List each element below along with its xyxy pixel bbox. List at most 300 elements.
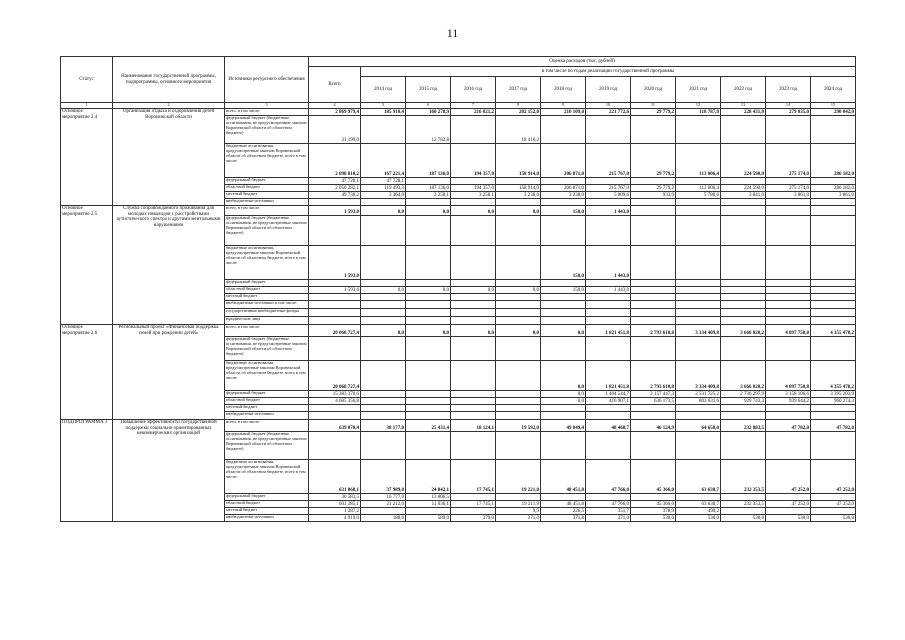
column-number: 8 [496, 103, 541, 109]
amount-cell [541, 216, 586, 246]
amount-cell [541, 317, 586, 325]
amount-cell: 2 793 610,8 [631, 325, 676, 337]
amount-cell [406, 405, 451, 412]
amount-cell [496, 405, 541, 412]
amount-cell [361, 405, 406, 412]
amount-cell [451, 309, 496, 317]
amount-cell: 119 493,3 [361, 185, 406, 192]
amount-cell [406, 337, 451, 361]
amount-cell [586, 412, 631, 420]
amount-cell [766, 337, 811, 361]
column-number: 6 [406, 103, 451, 109]
section-status: Основное мероприятие 2.6 [61, 325, 113, 420]
amount-cell [811, 178, 856, 185]
header-estimate: Оценка расходов (тыс. рублей) [309, 57, 856, 67]
column-number: 2 [113, 103, 225, 109]
amount-cell: 416 907,1 [586, 398, 631, 405]
amount-cell: 0,0 [451, 287, 496, 294]
amount-cell: 25 431,4 [406, 420, 451, 432]
amount-cell: 2 869 979,4 [309, 109, 361, 116]
amount-cell: 47 728,1 [309, 178, 361, 185]
amount-cell [309, 301, 361, 309]
amount-cell [541, 301, 586, 309]
amount-cell [811, 432, 856, 460]
amount-cell: 158 914,0 [496, 144, 541, 178]
funding-source: всего, в том числе: [225, 325, 309, 337]
funding-source: всего, в том числе: [225, 420, 309, 432]
amount-cell [721, 206, 766, 216]
amount-cell: 1 443,0 [586, 246, 631, 280]
amount-cell: 3 666 020,2 [721, 325, 766, 337]
amount-cell: 4 355 478,2 [811, 325, 856, 337]
amount-cell [451, 301, 496, 309]
amount-cell [766, 405, 811, 412]
amount-cell [721, 178, 766, 185]
amount-cell [541, 294, 586, 301]
amount-cell [541, 178, 586, 185]
amount-cell [451, 432, 496, 460]
column-number: 14 [766, 103, 811, 109]
amount-cell [586, 294, 631, 301]
funding-source: федеральный бюджет [225, 391, 309, 398]
column-number: 7 [451, 103, 496, 109]
amount-cell [811, 412, 856, 420]
funding-source: областной бюджет [225, 501, 309, 508]
amount-cell [361, 412, 406, 420]
amount-cell [631, 405, 676, 412]
amount-cell [406, 391, 451, 398]
amount-cell [496, 246, 541, 280]
amount-cell [451, 116, 496, 144]
amount-cell [631, 494, 676, 501]
amount-cell [361, 301, 406, 309]
amount-cell: 9,9 [496, 508, 541, 515]
amount-cell [811, 337, 856, 361]
funding-source: бюджетные ассигнования, предусмотренные законом Воронежской области об областном бюджете, всего в том числе: [225, 144, 309, 178]
funding-source: бюджетные ассигнования, предусмотренные законом Воронежской области об областном бюджете, всего в том числе: [225, 460, 309, 494]
amount-cell [631, 246, 676, 280]
amount-cell [451, 294, 496, 301]
amount-cell [721, 412, 766, 420]
amount-cell: 3 158 106,6 [766, 391, 811, 398]
amount-cell [676, 246, 721, 280]
amount-cell [721, 280, 766, 287]
amount-cell: 639 070,4 [309, 420, 361, 432]
amount-cell [406, 301, 451, 309]
amount-cell: 160 278,9 [406, 109, 451, 116]
amount-cell: 1 821 451,8 [586, 361, 631, 391]
amount-cell [309, 337, 361, 361]
header-year: 2014 год [361, 77, 406, 103]
section-name: Служба сопровождаемого проживания для молодых инвалидов с расстройствами аутистического спектра и другими ментальными нарушениями [113, 206, 225, 325]
amount-cell: 3 364,0 [361, 192, 406, 199]
amount-cell: 490,2 [676, 508, 721, 515]
amount-cell [676, 337, 721, 361]
amount-cell [631, 301, 676, 309]
amount-cell: 286 182,0 [811, 185, 856, 192]
table-row [61, 325, 856, 337]
page-number: 11 [446, 26, 459, 40]
amount-cell: 64 658,0 [676, 420, 721, 432]
amount-cell: 63 638,7 [676, 460, 721, 494]
amount-cell [676, 494, 721, 501]
amount-cell: 29 779,2 [631, 144, 676, 178]
amount-cell: 3 666 020,2 [721, 361, 766, 391]
amount-cell: 24 842,1 [406, 460, 451, 494]
header-year: 2017 год [496, 77, 541, 103]
amount-cell [811, 287, 856, 294]
amount-cell [451, 337, 496, 361]
amount-cell: 0,0 [496, 287, 541, 294]
amount-cell [811, 206, 856, 216]
amount-cell: 216 021,2 [451, 109, 496, 116]
amount-cell: 4 097 750,8 [766, 361, 811, 391]
amount-cell [586, 309, 631, 317]
amount-cell [631, 317, 676, 325]
amount-cell: 206 871,0 [541, 185, 586, 192]
amount-cell [586, 178, 631, 185]
amount-cell [676, 206, 721, 216]
amount-cell [541, 116, 586, 144]
amount-cell [586, 301, 631, 309]
funding-source: федеральный бюджет [225, 494, 309, 501]
funding-source: федеральный бюджет (бюджетные ассигнования, не предусмотренные законом Воронежской области об областном бюджете) [225, 432, 309, 460]
amount-cell [451, 391, 496, 398]
amount-cell [676, 216, 721, 246]
amount-cell: 187 136,0 [406, 185, 451, 192]
amount-cell [631, 199, 676, 206]
amount-cell [766, 178, 811, 185]
amount-cell [676, 309, 721, 317]
funding-source: государственные внебюджетные фонды [225, 309, 309, 317]
section-status: Основное мероприятие 2.5 [61, 206, 113, 325]
header-year: 2023 год [766, 77, 811, 103]
amount-cell: 3 861,0 [766, 192, 811, 199]
amount-cell [541, 199, 586, 206]
amount-cell [361, 391, 406, 398]
amount-cell: 48 460,7 [586, 420, 631, 432]
amount-cell: 5 780,6 [676, 192, 721, 199]
amount-cell [811, 280, 856, 287]
header-program: Наименование государственной программы, подпрограммы, основного мероприятия [113, 57, 225, 103]
amount-cell [406, 361, 451, 391]
amount-cell: 371,0 [586, 515, 631, 522]
amount-cell: 530,0 [676, 515, 721, 522]
amount-cell [631, 116, 676, 144]
amount-cell: 286 182,0 [811, 144, 856, 178]
header-total: Всего [309, 67, 361, 103]
amount-cell [496, 412, 541, 420]
amount-cell [676, 317, 721, 325]
amount-cell: 167 221,4 [361, 144, 406, 178]
amount-cell [451, 280, 496, 287]
header-year: 2019 год [586, 77, 631, 103]
amount-cell [766, 246, 811, 280]
amount-cell: 210 109,0 [541, 109, 586, 116]
amount-cell [309, 294, 361, 301]
amount-cell: 3 258,1 [451, 192, 496, 199]
amount-cell [541, 280, 586, 287]
amount-cell [721, 317, 766, 325]
amount-cell [496, 309, 541, 317]
amount-cell [361, 508, 406, 515]
amount-cell [496, 294, 541, 301]
amount-cell: 30 583,5 [309, 494, 361, 501]
amount-cell: 228 431,0 [721, 109, 766, 116]
amount-cell [496, 178, 541, 185]
amount-cell: 589,0 [406, 515, 451, 522]
amount-cell: 933,9 [631, 192, 676, 199]
amount-cell: 0,0 [406, 206, 451, 216]
amount-cell [451, 361, 496, 391]
amount-cell: 17 745,1 [451, 460, 496, 494]
amount-cell [496, 301, 541, 309]
funding-source: внебюджетные источники [225, 515, 309, 522]
amount-cell: 38 177,0 [361, 420, 406, 432]
amount-cell [721, 309, 766, 317]
amount-cell: 194 357,0 [451, 185, 496, 192]
amount-cell [309, 216, 361, 246]
amount-cell [811, 405, 856, 412]
amount-cell: 47 252,0 [766, 460, 811, 494]
amount-cell: 0,0 [406, 325, 451, 337]
amount-cell [811, 294, 856, 301]
section-name: Региональный проект «Финансовая поддержка семей при рождении детей» [113, 325, 225, 420]
amount-cell [811, 309, 856, 317]
amount-cell [586, 405, 631, 412]
amount-cell: 187 136,0 [406, 144, 451, 178]
amount-cell [541, 494, 586, 501]
amount-cell [541, 432, 586, 460]
amount-cell [676, 301, 721, 309]
table-row [61, 420, 856, 432]
amount-cell [361, 432, 406, 460]
amount-cell: 47 252,0 [766, 501, 811, 508]
funding-source: федеральный бюджет [225, 178, 309, 185]
amount-cell [541, 412, 586, 420]
amount-cell [766, 508, 811, 515]
amount-cell: 2 098 810,2 [309, 144, 361, 178]
amount-cell [766, 206, 811, 216]
header-source: Источники ресурсного обеспечения [225, 57, 309, 103]
funding-source: бюджетные ассигнования, предусмотренные законом Воронежской области об областном бюджете, всего в том числе: [225, 246, 309, 280]
amount-cell: 2 157 447,3 [631, 391, 676, 398]
amount-cell [631, 294, 676, 301]
amount-cell [496, 280, 541, 287]
amount-cell: 113 006,4 [676, 185, 721, 192]
amount-cell: 275 174,0 [766, 185, 811, 192]
header-year: 2016 год [451, 77, 496, 103]
amount-cell [451, 246, 496, 280]
amount-cell: 3 238,0 [541, 192, 586, 199]
column-number: 4 [309, 103, 361, 109]
amount-cell: 530,0 [631, 515, 676, 522]
amount-cell [766, 216, 811, 246]
amount-cell [676, 287, 721, 294]
amount-cell [361, 199, 406, 206]
table-row [61, 206, 856, 216]
amount-cell: 226,5 [541, 508, 586, 515]
amount-cell [586, 216, 631, 246]
amount-cell: 3 334 409,8 [676, 325, 721, 337]
amount-cell [721, 508, 766, 515]
amount-cell [361, 116, 406, 144]
amount-cell: 21 212,0 [361, 501, 406, 508]
funding-source: федеральный бюджет (бюджетные ассигнования, не предусмотренные законом Воронежской области об областном бюджете) [225, 337, 309, 361]
amount-cell [721, 199, 766, 206]
header-year: 2022 год [721, 77, 766, 103]
amount-cell: 188,0 [361, 515, 406, 522]
funding-source: всего, в том числе: [225, 206, 309, 216]
amount-cell: 636 173,5 [631, 398, 676, 405]
amount-cell [676, 294, 721, 301]
amount-cell: 275 174,0 [766, 144, 811, 178]
amount-cell [496, 337, 541, 361]
amount-cell: 2 531 725,2 [676, 391, 721, 398]
amount-cell: 0,0 [496, 325, 541, 337]
amount-cell [811, 216, 856, 246]
amount-cell: 1 287,2 [309, 508, 361, 515]
amount-cell [721, 116, 766, 144]
amount-cell [631, 309, 676, 317]
amount-cell [451, 199, 496, 206]
amount-cell: 1 593,0 [309, 287, 361, 294]
amount-cell [766, 294, 811, 301]
amount-cell: 631 868,1 [309, 460, 361, 494]
section-status: Основное мероприятие 2.4 [61, 109, 113, 206]
amount-cell: 929 743,3 [721, 398, 766, 405]
amount-cell: 232 353,5 [721, 501, 766, 508]
amount-cell: 1 443,0 [586, 206, 631, 216]
amount-cell [496, 216, 541, 246]
amount-cell [721, 301, 766, 309]
amount-cell [309, 309, 361, 317]
amount-cell: 48 451,8 [541, 460, 586, 494]
amount-cell: 5 009,6 [586, 192, 631, 199]
amount-cell: 803 631,6 [676, 398, 721, 405]
amount-cell: 3 238,0 [496, 192, 541, 199]
funding-source: федеральный бюджет (бюджетные ассигнования, не предусмотренные законом Воронежской области об областном бюджете) [225, 216, 309, 246]
amount-cell: 0,0 [541, 361, 586, 391]
amount-cell: 11 036,1 [406, 501, 451, 508]
amount-cell: 16 777,0 [361, 494, 406, 501]
amount-cell: 0,0 [541, 391, 586, 398]
funding-source: областной бюджет [225, 398, 309, 405]
amount-cell: 221 772,6 [586, 109, 631, 116]
amount-cell [496, 361, 541, 391]
amount-cell: 47 782,0 [766, 420, 811, 432]
column-number: 3 [225, 103, 309, 109]
amount-cell [406, 199, 451, 206]
amount-cell: 1 821 451,8 [586, 325, 631, 337]
amount-cell [361, 280, 406, 287]
amount-cell [721, 246, 766, 280]
amount-cell: 29 779,2 [631, 109, 676, 116]
amount-cell: 215 767,0 [586, 144, 631, 178]
amount-cell: 47 252,0 [811, 460, 856, 494]
header-year: 2024 год [811, 77, 856, 103]
amount-cell [496, 432, 541, 460]
amount-cell [309, 412, 361, 420]
amount-cell: 45 366,0 [631, 501, 676, 508]
amount-cell [721, 494, 766, 501]
amount-cell [406, 432, 451, 460]
amount-cell: 49 730,2 [309, 192, 361, 199]
column-number: 13 [721, 103, 766, 109]
amount-cell: 31 199,0 [309, 116, 361, 144]
amount-cell: 1 443,0 [586, 287, 631, 294]
header-by-years: в том числе по годам реализации государственной программы [361, 67, 856, 77]
amount-cell: 48 451,8 [541, 501, 586, 508]
amount-cell [451, 178, 496, 185]
amount-cell [631, 216, 676, 246]
amount-cell [361, 398, 406, 405]
amount-cell [361, 216, 406, 246]
amount-cell [541, 337, 586, 361]
funding-source: федеральный бюджет (бюджетные ассигнования, не предусмотренные законом Воронежской области об областном бюджете) [225, 116, 309, 144]
amount-cell [766, 280, 811, 287]
amount-cell [811, 494, 856, 501]
amount-cell [631, 412, 676, 420]
column-number: 10 [586, 103, 631, 109]
amount-cell: 49 849,4 [541, 420, 586, 432]
amount-cell [496, 494, 541, 501]
amount-cell [451, 494, 496, 501]
amount-cell: 18 416,2 [496, 116, 541, 144]
funding-source: всего, в том числе: [225, 109, 309, 116]
amount-cell: 18 124,1 [451, 420, 496, 432]
funding-source: внебюджетные источники [225, 199, 309, 206]
amount-cell: 47 782,0 [811, 420, 856, 432]
amount-cell: 13 806,5 [406, 494, 451, 501]
amount-cell [766, 494, 811, 501]
amount-cell: 0,0 [361, 287, 406, 294]
amount-cell [631, 280, 676, 287]
amount-cell [676, 432, 721, 460]
amount-cell [309, 317, 361, 325]
header-year: 2020 год [631, 77, 676, 103]
amount-cell [721, 294, 766, 301]
amount-cell: 19 221,0 [496, 460, 541, 494]
funding-source: юридические лица [225, 317, 309, 325]
amount-cell [406, 412, 451, 420]
amount-cell: 113 006,4 [676, 144, 721, 178]
amount-cell [406, 317, 451, 325]
amount-cell: 4 919,0 [309, 515, 361, 522]
amount-cell: 150,0 [541, 287, 586, 294]
amount-cell [721, 216, 766, 246]
column-number: 5 [361, 103, 406, 109]
amount-cell [586, 337, 631, 361]
column-number: 15 [811, 103, 856, 109]
amount-cell [586, 317, 631, 325]
amount-cell: 379,0 [451, 515, 496, 522]
amount-cell [766, 432, 811, 460]
amount-cell [406, 309, 451, 317]
amount-cell [676, 178, 721, 185]
section-name: Организация отдыха и оздоровления детей Воронежской области [113, 109, 225, 206]
amount-cell: 215 767,0 [586, 185, 631, 192]
amount-cell [631, 337, 676, 361]
amount-cell [496, 391, 541, 398]
amount-cell [406, 294, 451, 301]
amount-cell [451, 405, 496, 412]
amount-cell [766, 301, 811, 309]
column-number: 12 [676, 103, 721, 109]
amount-cell: 530,0 [721, 515, 766, 522]
amount-cell: 224 590,0 [721, 144, 766, 178]
amount-cell [586, 280, 631, 287]
